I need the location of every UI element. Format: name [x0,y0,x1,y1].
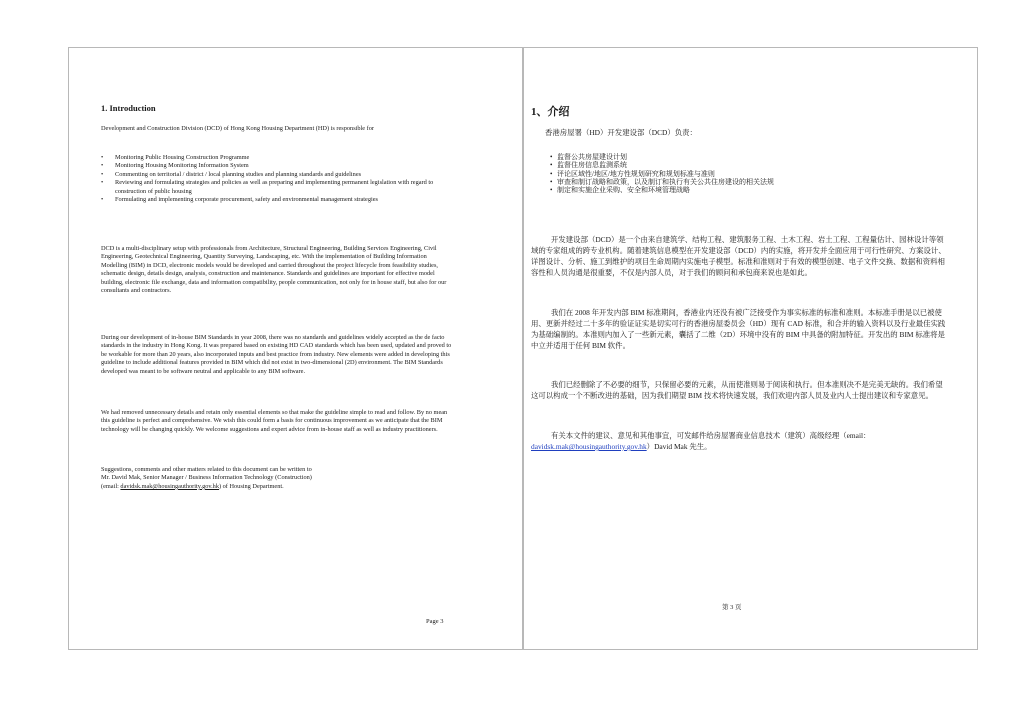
paragraph-dcd: 开发建设部（DCD）是一个由来自建筑学、结构工程、建筑服务工程、土木工程、岩土工程、工程量估计、园林设计等领域的专家组成的跨专业机构。随着建筑信息模型在开发建设部（DCD）内的实施，将开发并全面应用于可行性研究、方案设计、详图设计、分析、施工到维护的项目生命周期内实施电子模型。标准和准则对于有效的模型创建、电子文件交换、数据和资料相容性和人员沟通是很重要，不仅是内部人员，对于我们的顾问和承包商来说也是如此。 [531,235,946,277]
paragraph-guideline: 我们已经删除了不必要的细节，只保留必要的元素，从而使准则易于阅读和执行。但本准则决不是完美无缺的。我们希望这可以构成一个不断改进的基础，因为我们期望 BIM 技术将快速发展，我们欢迎内部人员及业内人士提出建议和专家意见。 [531,380,943,400]
list-item: • 制定和实施企业采购、安全和环境管理战略 [550,186,870,194]
intro-paragraph: 香港房屋署（HD）开发建设部（DCD）负责： [545,128,697,137]
chinese-page [523,47,978,650]
responsibility-list [550,153,870,194]
intro-paragraph: Development and Construction Division (DCD) of Hong Kong Housing Department (HD) is responsible for [101,125,374,132]
page-number: Page 3 [426,618,444,625]
email-link[interactable]: davidsk.mak@housingauthority.gov.hk [120,482,219,490]
email-prefix: 有关本文件的建议、意见和其他事宜，可发邮件给房屋署商业信息技术（建筑）高级经理（email： [551,431,871,440]
list-item: • 监督公共房屋建设计划 [550,153,870,161]
responsibility-list [101,154,441,204]
contact-name: Mr. David Mak, Senior Manager / Business Information Technology (Construction) [101,474,312,482]
paragraph-bim-standards: During our development of in-house BIM Standards in year 2008, there was no standards and guidelines widely accepted as the de facto standards in the industry in Hong Kong. It was prepared based on existing HD CAD standards which has been used, updated and proved to be workable for more than 20 years, also incorporated inputs and best practice from industry. New elements were added in developing this guideline to include additional features provided in BIM which did not exist in two-dimensional (2D) environment. The BIM Standards developed was meant to be software neutral and applicable to any BIM software. [101,334,452,375]
email-suffix: ) of Housing Department. [218,482,284,490]
list-item: • 监督住房信息监测系统 [550,161,870,169]
paragraph-dcd: DCD is a multi-disciplinary setup with professionals from Architecture, Structural Engineering, Building Services Engineering, Civil Engineering, Geotechnical Engineering, Quantity Surveying, Landscaping, etc. With the implementation of Building Information Modelling (BIM) in DCD, electronic models would be developed and carried throughout the project lifecycle from feasibility studies, schematic design, details design, analysis, construction and maintenance. Standards and guidelines are important for effective model building, electronic file exchange, data and information compatibility, people communication, not only for in house staff, but also for our consultants and contractors. [101,245,447,295]
page-number: 第 3 页 [722,604,742,611]
section-heading: 1. Introduction [101,103,156,113]
email-link[interactable]: davidsk.mak@housingauthority.gov.hk [531,442,647,451]
section-heading: 1、介绍 [531,106,570,118]
contact-block [101,466,453,491]
contact-line: Suggestions, comments and other matters related to this document can be written to [101,466,312,473]
list-item: • Formulating and implementing corporate procurement, safety and environmental management strategies [101,196,441,204]
email-suffix: ）David Mak 先生。 [646,442,712,451]
list-item: • Monitoring Housing Monitoring Information System [101,162,441,170]
list-item: • 审查和制订战略和政策，以及制订和执行有关公共住房建设的相关法规 [550,178,870,186]
list-item: • 评论区域性/地区/地方性规划研究和规划标准与准则 [550,170,870,178]
contact-email-line [101,483,453,491]
list-item: • Reviewing and formulating strategies and policies as well as preparing and implementing permanent legislation with regard to construction of public housing [101,179,441,196]
paragraph-bim-standards: 我们在 2008 年开发内部 BIM 标准期间，香港业内还没有被广泛接受作为事实标准的标准和准则。本标准手册是以已被使用、更新并经过二十多年的验证证实是切实可行的香港房屋委员会（HD）现有 CAD 标准，和合并的输入资料以及行业最佳实践为基础编制的。本准则内加入了一些新元素，囊括了二维（2D）环境中没有的 BIM 中具备的附加特征。开发出的 BIM 标准将是中立并适用于任何 BIM 软件。 [531,308,946,350]
list-item: • Commenting on territorial / district / local planning studies and planning standards and guidelines [101,171,441,179]
email-prefix: (email: [101,482,121,490]
contact-paragraph [531,430,949,452]
list-item: • Monitoring Public Housing Construction Programme [101,154,441,162]
paragraph-guideline: We had removed unnecessary details and retain only essential elements so that make the guideline simple to read and follow. By no mean this guideline is perfect and comprehensive. We wish this could form a basis for continuous improvement as we anticipate that the BIM technology will be changing quickly. We welcome suggestions and expert advice from in-house staff as well as industry practitioners. [101,409,448,433]
english-page [68,47,523,650]
